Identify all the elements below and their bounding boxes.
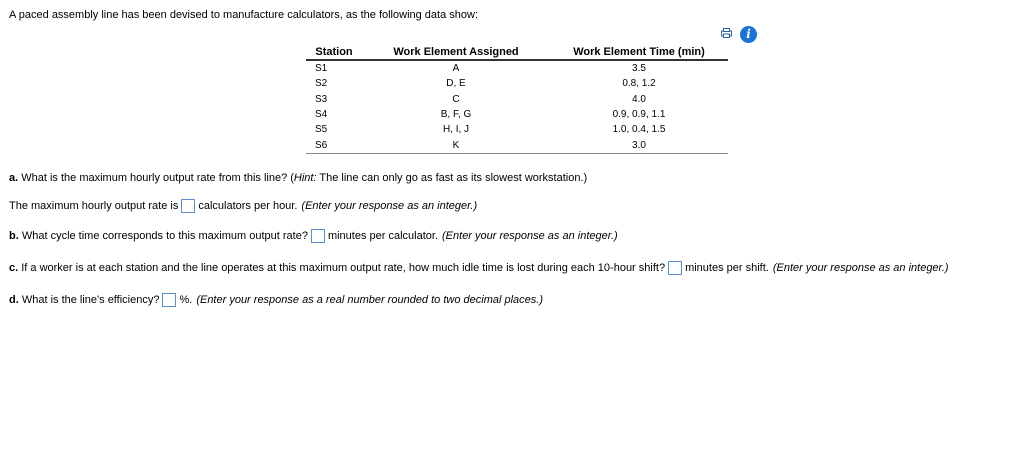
- answer-a-input[interactable]: [181, 199, 195, 213]
- table-header-row: [306, 44, 728, 60]
- answer-a-suffix: calculators per hour.: [198, 200, 298, 212]
- problem-intro: A paced assembly line has been devised to manufacture calculators, as the following data show:: [9, 9, 478, 21]
- cell-work-element: C: [452, 93, 460, 105]
- cell-work-element: A: [452, 63, 460, 75]
- question-d: [9, 293, 543, 307]
- answer-c-instruction: (Enter your response as an integer.): [772, 262, 949, 274]
- toolbar: [721, 26, 757, 43]
- answer-b-instruction: (Enter your response as an integer.): [442, 230, 618, 242]
- table-row: [306, 60, 728, 76]
- cell-station: S2: [315, 78, 328, 90]
- answer-b-input[interactable]: [311, 229, 325, 243]
- table-row: [306, 107, 728, 122]
- question-a-hint-label: Hint:: [293, 172, 317, 184]
- answer-a-instruction: (Enter your response as an integer.): [301, 200, 478, 212]
- cell-time: 3.5: [632, 63, 646, 75]
- cell-work-element: H, I, J: [442, 124, 470, 136]
- answer-d-suffix: %.: [179, 294, 193, 306]
- answer-d-input[interactable]: [162, 293, 176, 307]
- question-a: [9, 172, 587, 184]
- table-row: [306, 92, 728, 107]
- cell-time: 4.0: [632, 93, 646, 105]
- question-a-text: What is the maximum hourly output rate from this line? (: [18, 172, 294, 184]
- cell-station: S6: [306, 137, 362, 153]
- cell-time: 0.8, 1.2: [622, 78, 656, 90]
- cell-time: 1.0, 0.4, 1.5: [612, 124, 666, 136]
- question-c-label: c.: [9, 262, 19, 274]
- cell-station: S5: [315, 124, 328, 136]
- question-c: [9, 261, 949, 275]
- question-b-text: What cycle time corresponds to this maximum output rate?: [18, 230, 308, 242]
- cell-work-element: K: [362, 137, 550, 153]
- header-work-element-time: Work Element Time (min): [550, 44, 728, 60]
- print-icon[interactable]: [721, 28, 732, 41]
- cell-station: S4: [315, 109, 328, 121]
- answer-d-instruction: (Enter your response as a real number rounded to two decimal places.): [196, 294, 543, 306]
- cell-station: S3: [315, 93, 328, 105]
- question-d-label: d.: [9, 294, 19, 306]
- header-station: Station: [306, 44, 362, 60]
- answer-b-suffix: minutes per calculator.: [327, 230, 439, 242]
- question-b: [9, 229, 618, 243]
- info-icon[interactable]: i: [740, 26, 757, 43]
- table-row: [306, 137, 728, 153]
- answer-c-suffix: minutes per shift.: [685, 262, 769, 274]
- question-d-text: What is the line's efficiency?: [18, 294, 160, 306]
- answer-a-line: [9, 199, 477, 213]
- work-element-table: [306, 44, 728, 154]
- question-a-hint-text: The line can only go as fast as its slowest workstation.): [316, 172, 588, 184]
- cell-time: 3.0: [550, 137, 728, 153]
- answer-a-prefix: The maximum hourly output rate is: [9, 200, 179, 212]
- cell-time: 0.9, 0.9, 1.1: [612, 109, 666, 121]
- question-a-label: a.: [9, 172, 19, 184]
- question-c-text: If a worker is at each station and the line operates at this maximum output rate, how much idle time is lost during each 10-hour shift?: [18, 262, 666, 274]
- question-b-label: b.: [9, 230, 19, 242]
- header-work-element: Work Element Assigned: [362, 44, 550, 60]
- table-row: [306, 76, 728, 91]
- answer-c-input[interactable]: [668, 261, 682, 275]
- cell-work-element: B, F, G: [440, 109, 472, 121]
- table-row: [306, 122, 728, 137]
- cell-work-element: D, E: [446, 78, 466, 90]
- cell-station: S1: [315, 63, 328, 75]
